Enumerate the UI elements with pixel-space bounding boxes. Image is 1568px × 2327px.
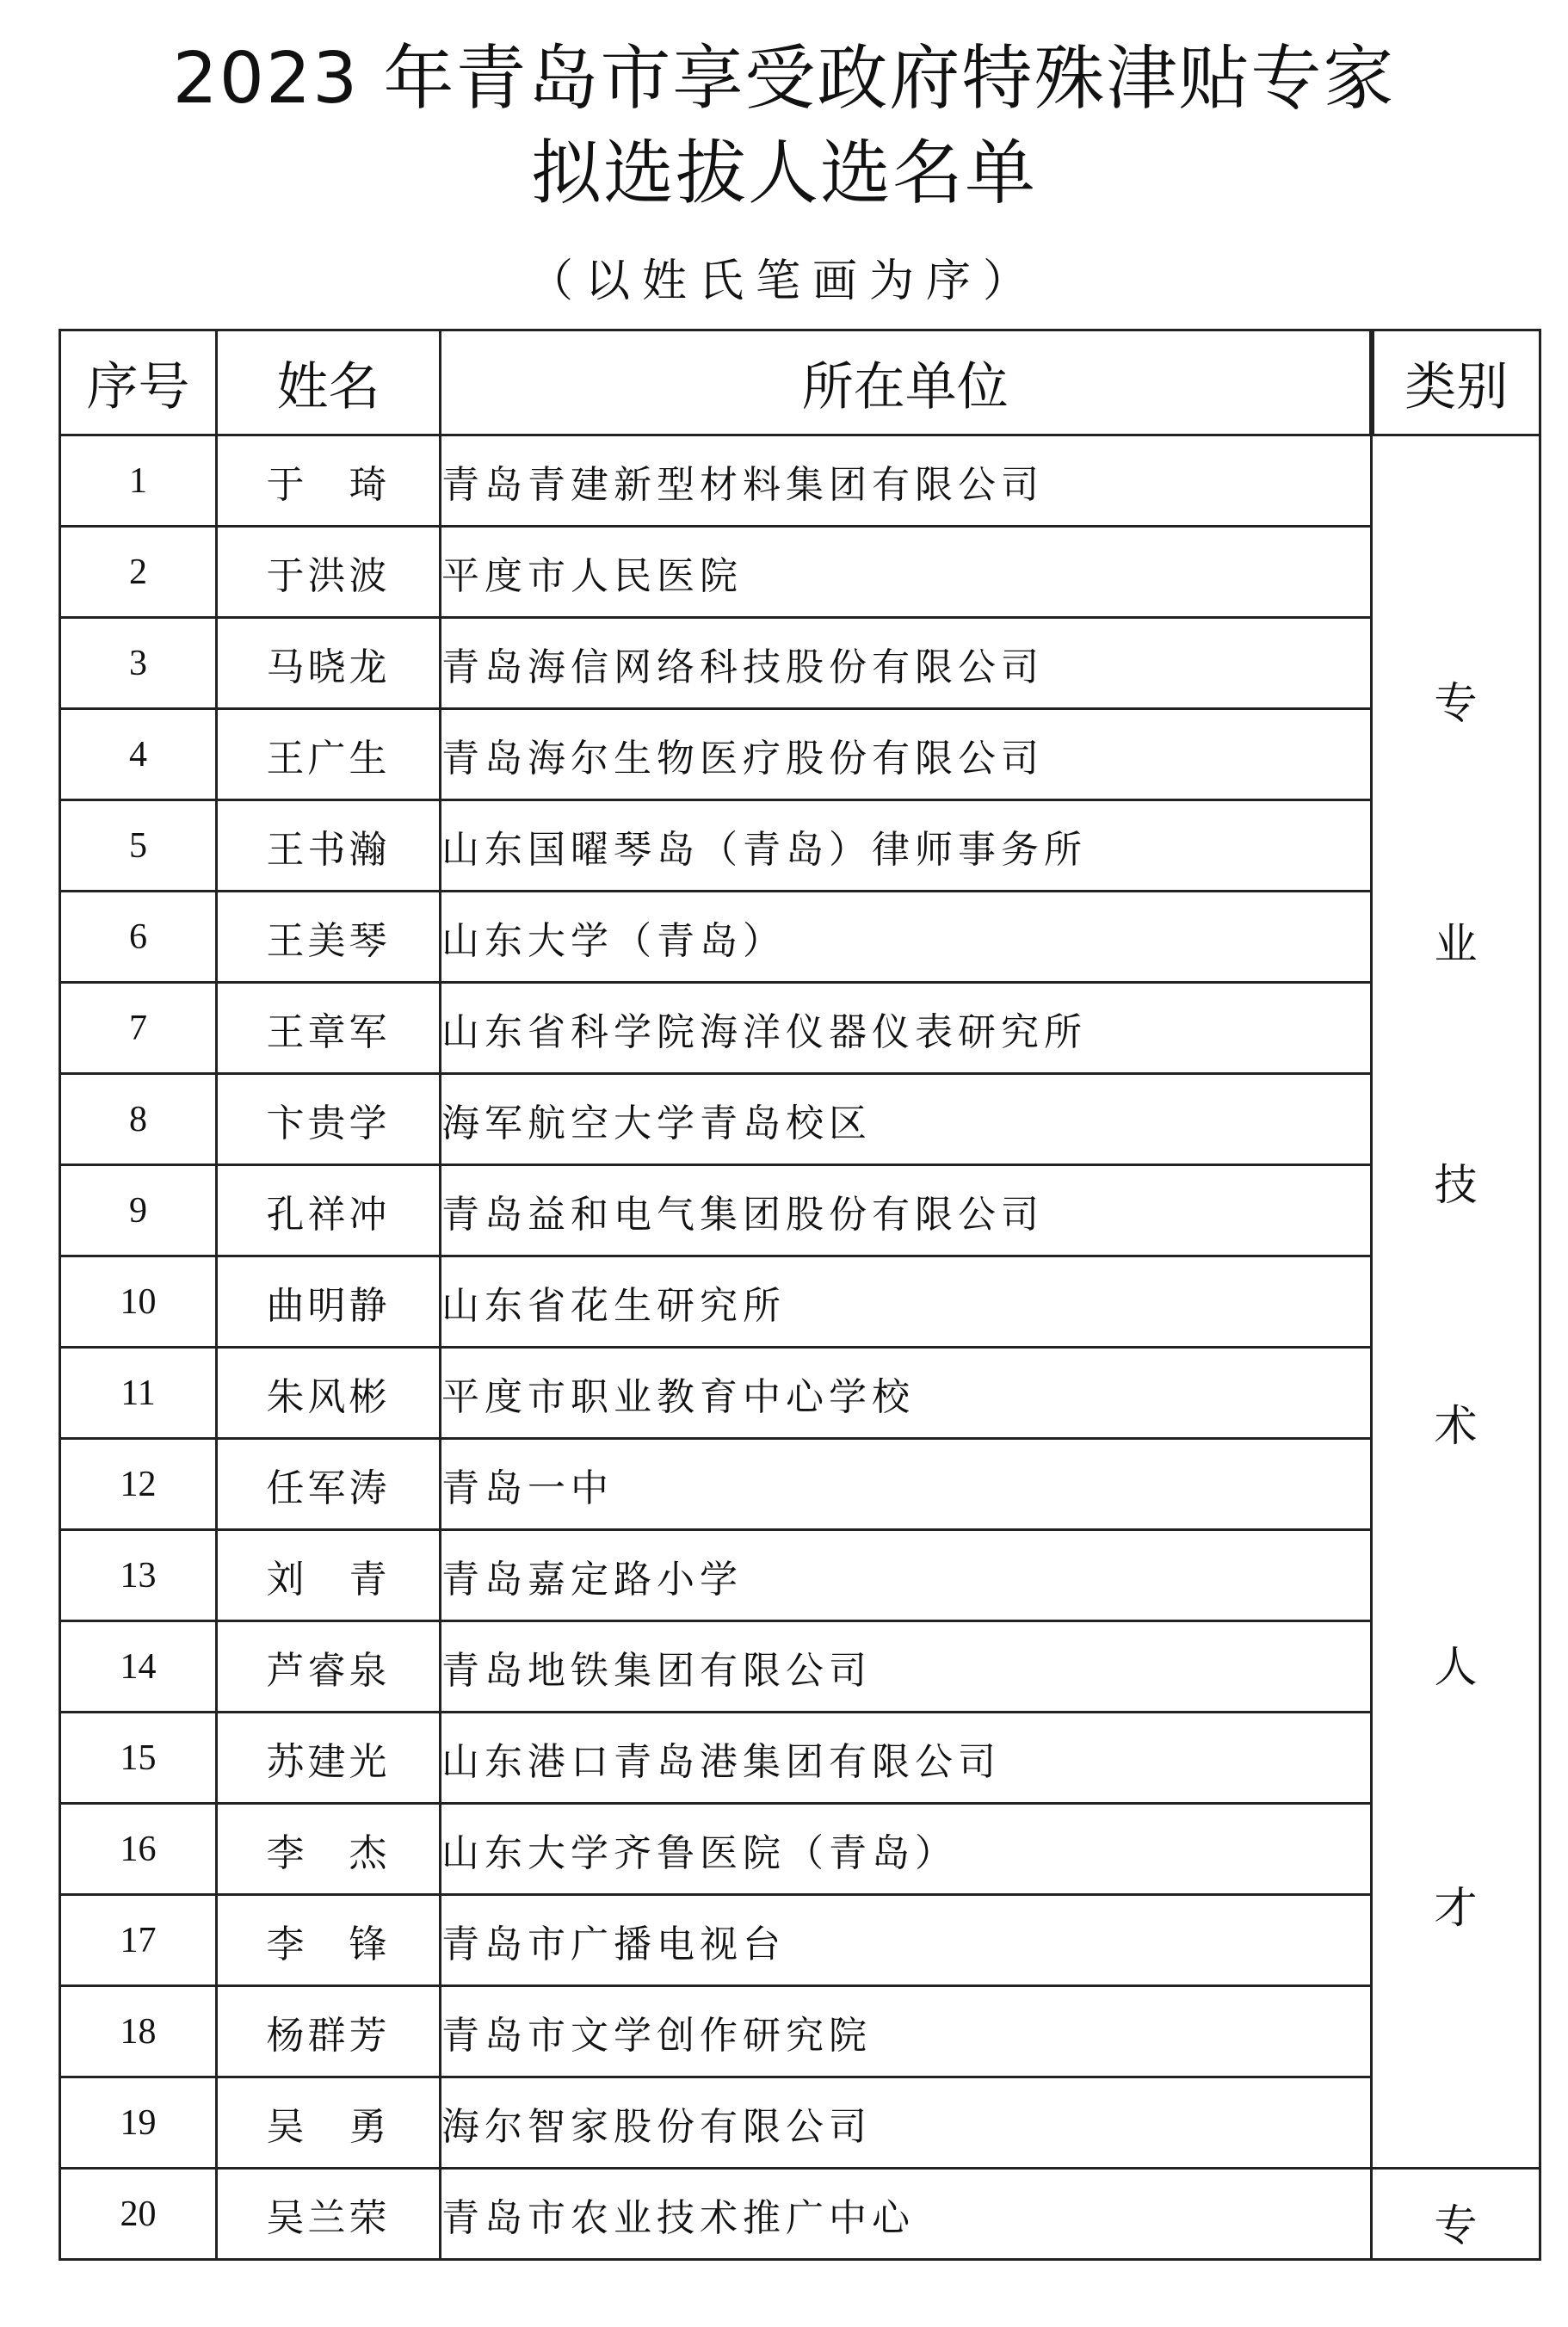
cell-name: 王美琴	[217, 892, 441, 983]
header-name: 姓名	[217, 330, 441, 435]
cell-name: 马晓龙	[217, 618, 441, 709]
cell-seq: 17	[60, 1895, 217, 1986]
cell-org: 青岛市广播电视台	[441, 1895, 1372, 1986]
table-row	[60, 2077, 1540, 2169]
category-char: 专	[1434, 677, 1478, 728]
roster-table	[59, 329, 1541, 2261]
header-seq: 序号	[60, 330, 217, 435]
cell-name: 吴兰荣	[217, 2169, 441, 2260]
table-row	[60, 1165, 1540, 1256]
cell-name: 芦睿泉	[217, 1621, 441, 1713]
document-title-line2: 拟选拔人选名单	[530, 133, 1037, 214]
cell-org: 平度市人民医院	[441, 527, 1372, 618]
cell-seq: 15	[60, 1713, 217, 1804]
table-row	[60, 527, 1540, 618]
cell-seq: 5	[60, 800, 217, 892]
cell-name: 李 杰	[217, 1804, 441, 1895]
table-row	[60, 1986, 1540, 2077]
cell-seq: 12	[60, 1439, 217, 1530]
cell-seq: 18	[60, 1986, 217, 2077]
cell-name: 任军涛	[217, 1439, 441, 1530]
table-row	[60, 1895, 1540, 1986]
cell-name: 曲明静	[217, 1256, 441, 1348]
cell-seq: 16	[60, 1804, 217, 1895]
document-subtitle: （以姓氏笔画为序）	[528, 256, 1040, 307]
table-header-row	[60, 330, 1540, 435]
category-char: 技	[1434, 1159, 1478, 1210]
cell-org: 海尔智家股份有限公司	[441, 2077, 1372, 2169]
table-row	[60, 1439, 1540, 1530]
cell-org: 山东大学（青岛）	[441, 892, 1372, 983]
cell-org: 平度市职业教育中心学校	[441, 1348, 1372, 1439]
cell-seq: 2	[60, 527, 217, 618]
cell-seq: 4	[60, 709, 217, 800]
cell-name: 刘 青	[217, 1530, 441, 1621]
table-row	[60, 1621, 1540, 1713]
cell-name: 王章军	[217, 983, 441, 1074]
table-row	[60, 800, 1540, 892]
table-row	[60, 1804, 1540, 1895]
cell-name: 于洪波	[217, 527, 441, 618]
cell-org: 青岛地铁集团有限公司	[441, 1621, 1372, 1713]
cell-category	[1372, 435, 1540, 2169]
table-body	[60, 435, 1540, 2260]
cell-seq: 9	[60, 1165, 217, 1256]
table-row	[60, 1713, 1540, 1804]
cell-name: 朱风彬	[217, 1348, 441, 1439]
cell-name: 苏建光	[217, 1713, 441, 1804]
table-row	[60, 892, 1540, 983]
cell-name: 杨群芳	[217, 1986, 441, 2077]
cell-org: 青岛嘉定路小学	[441, 1530, 1372, 1621]
table-row	[60, 435, 1540, 527]
category-char: 才	[1434, 1882, 1478, 1933]
cell-org: 青岛一中	[441, 1439, 1372, 1530]
category-char: 业	[1434, 918, 1478, 969]
cell-seq: 13	[60, 1530, 217, 1621]
cell-seq: 10	[60, 1256, 217, 1348]
table-row	[60, 983, 1540, 1074]
cell-name: 孔祥冲	[217, 1165, 441, 1256]
cell-name: 李 锋	[217, 1895, 441, 1986]
cell-name: 王书瀚	[217, 800, 441, 892]
table-row	[60, 1530, 1540, 1621]
document-title-line1: 2023 年青岛市享受政府特殊津贴专家	[172, 38, 1396, 120]
table-row	[60, 1348, 1540, 1439]
cell-seq: 20	[60, 2169, 217, 2260]
header-category: 类别	[1372, 330, 1540, 435]
table-row	[60, 709, 1540, 800]
cell-name: 卞贵学	[217, 1074, 441, 1165]
cell-seq: 1	[60, 435, 217, 527]
category-char: 术	[1434, 1400, 1478, 1451]
category-char: 专	[1434, 2200, 1478, 2250]
cell-name: 王广生	[217, 709, 441, 800]
cell-org: 青岛市文学创作研究院	[441, 1986, 1372, 2077]
cell-seq: 7	[60, 983, 217, 1074]
cell-org: 山东港口青岛港集团有限公司	[441, 1713, 1372, 1804]
category-label	[1373, 2191, 1539, 2258]
table-row	[60, 2169, 1540, 2260]
cell-seq: 3	[60, 618, 217, 709]
header-org: 所在单位	[441, 330, 1372, 435]
table-row	[60, 1256, 1540, 1348]
cell-org: 青岛青建新型材料集团有限公司	[441, 435, 1372, 527]
cell-org: 山东大学齐鲁医院（青岛）	[441, 1804, 1372, 1895]
cell-org: 青岛海信网络科技股份有限公司	[441, 618, 1372, 709]
table-row	[60, 1074, 1540, 1165]
cell-name: 吴 勇	[217, 2077, 441, 2169]
cell-org: 山东国曜琴岛（青岛）律师事务所	[441, 800, 1372, 892]
cell-seq: 8	[60, 1074, 217, 1165]
cell-org: 海军航空大学青岛校区	[441, 1074, 1372, 1165]
cell-org: 山东省科学院海洋仪器仪表研究所	[441, 983, 1372, 1074]
cell-seq: 19	[60, 2077, 217, 2169]
cell-org: 山东省花生研究所	[441, 1256, 1372, 1348]
cell-seq: 6	[60, 892, 217, 983]
category-label	[1373, 669, 1539, 1935]
cell-name: 于 琦	[217, 435, 441, 527]
table-row	[60, 618, 1540, 709]
cell-seq: 11	[60, 1348, 217, 1439]
cell-org: 青岛益和电气集团股份有限公司	[441, 1165, 1372, 1256]
cell-seq: 14	[60, 1621, 217, 1713]
cell-org: 青岛海尔生物医疗股份有限公司	[441, 709, 1372, 800]
category-char: 人	[1434, 1641, 1478, 1692]
cell-category	[1372, 2169, 1540, 2260]
cell-org: 青岛市农业技术推广中心	[441, 2169, 1372, 2260]
